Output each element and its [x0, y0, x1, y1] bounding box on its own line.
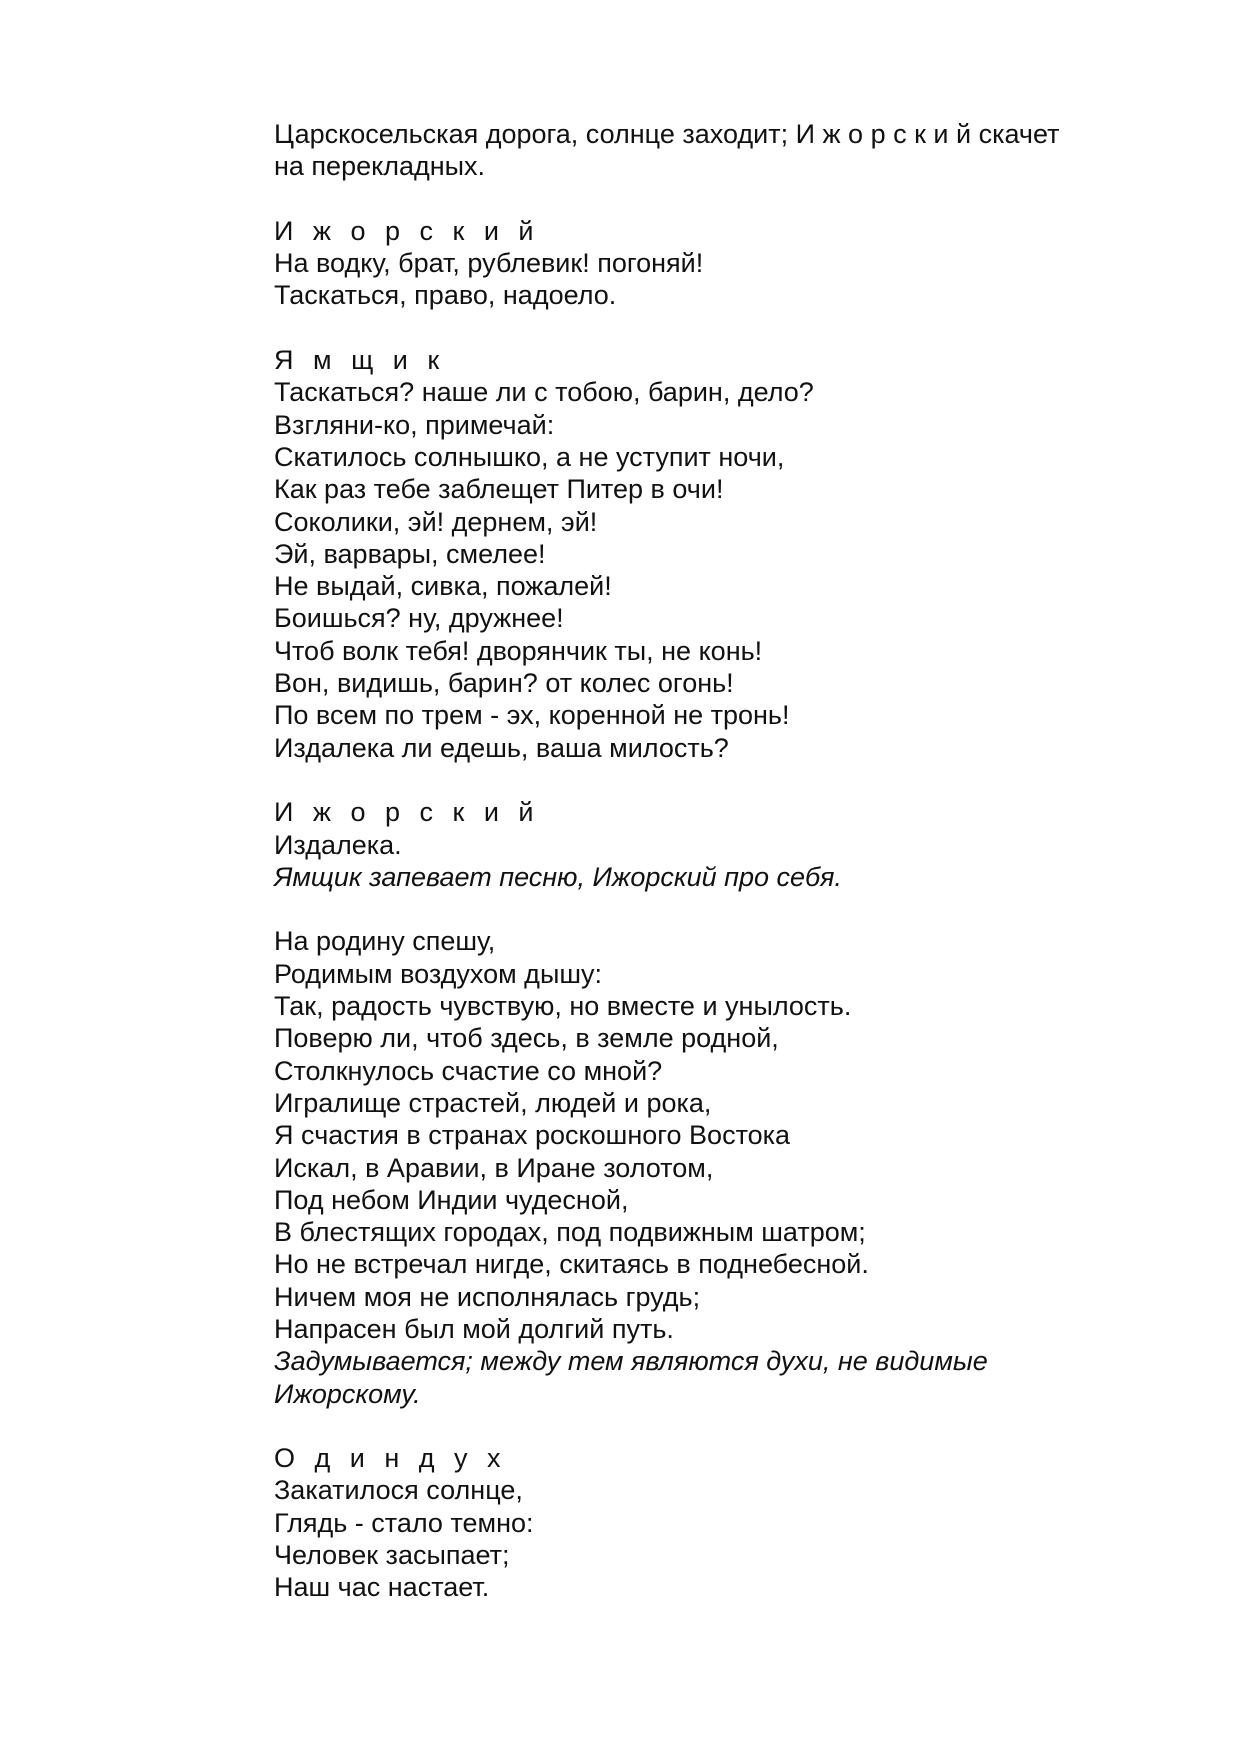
- verse-line: Не выдай, сивка, пожалей!: [274, 571, 612, 602]
- verse-line: Закатилося солнце,: [274, 1475, 523, 1506]
- verse-line: По всем по трем - эх, коренной не тронь!: [274, 700, 790, 731]
- speaker-name: О д и н д у х: [274, 1443, 507, 1474]
- blank-line: [274, 183, 1064, 215]
- speaker-name: И ж о р с к и й: [274, 215, 540, 246]
- verse-line: Таскаться, право, надоело.: [274, 280, 617, 311]
- verse-line: Так, радость чувствую, но вместе и унылость.: [274, 991, 852, 1022]
- verse-line: Взгляни-ко, примечай:: [274, 409, 555, 440]
- verse-line: Игралище страстей, людей и рока,: [274, 1087, 712, 1118]
- blank-line: [274, 1410, 1064, 1442]
- verse-line: Вон, видишь, барин? от колес огонь!: [274, 668, 734, 699]
- verse-line: Но не встречал нигде, скитаясь в поднебесной.: [274, 1249, 869, 1280]
- blank-line: [274, 893, 1064, 925]
- verse-line: В блестящих городах, под подвижным шатром;: [274, 1217, 866, 1248]
- blank-line: [274, 764, 1064, 796]
- stage-direction: Царскосельская дорога, солнце заходит; И ж о р с к и й скачет на перекладных.: [274, 119, 1060, 182]
- stage-direction-italic: Задумывается; между тем являются духи, не видимые Ижорскому.: [274, 1346, 988, 1409]
- verse-line: Поверю ли, чтоб здесь, в земле родной,: [274, 1023, 779, 1054]
- verse-line: На родину спешу,: [274, 926, 496, 957]
- verse-line: Таскаться? наше ли с тобою, барин, дело?: [274, 377, 814, 408]
- verse-line: На водку, брат, рублевик! погоняй!: [274, 248, 704, 279]
- verse-line: Под небом Индии чудесной,: [274, 1184, 629, 1215]
- verse-line: Я счастия в странах роскошного Востока: [274, 1120, 791, 1151]
- verse-line: Издалека.: [274, 829, 402, 860]
- speaker-name: Я м щ и к: [274, 345, 446, 376]
- verse-line: Чтоб волк тебя! дворянчик ты, не конь!: [274, 635, 763, 666]
- verse-line: Напрасен был мой долгий путь.: [274, 1313, 674, 1344]
- verse-line: Эй, варвары, смелее!: [274, 538, 546, 569]
- verse-line: Глядь - стало темно:: [274, 1507, 534, 1538]
- verse-line: Скатилось солнышко, а не уступит ночи,: [274, 441, 785, 472]
- verse-line: Родимым воздухом дышу:: [274, 958, 603, 989]
- stage-direction-italic: Ямщик запевает песню, Ижорский про себя.: [274, 861, 842, 892]
- play-text: [274, 118, 1064, 1604]
- verse-line: Искал, в Аравии, в Иране золотом,: [274, 1152, 714, 1183]
- verse-line: Соколики, эй! дернем, эй!: [274, 506, 598, 537]
- verse-line: Ничем моя не исполнялась грудь;: [274, 1281, 701, 1312]
- verse-line: Столкнулось счастие со мной?: [274, 1055, 663, 1086]
- verse-line: Человек засыпает;: [274, 1540, 510, 1571]
- speaker-name: И ж о р с к и й: [274, 797, 540, 828]
- blank-line: [274, 312, 1064, 344]
- verse-line: Боишься? ну, дружнее!: [274, 603, 564, 634]
- verse-line: Издалека ли едешь, ваша милость?: [274, 732, 729, 763]
- verse-line: Как раз тебе заблещет Питер в очи!: [274, 474, 724, 505]
- verse-line: Наш час настает.: [274, 1572, 490, 1603]
